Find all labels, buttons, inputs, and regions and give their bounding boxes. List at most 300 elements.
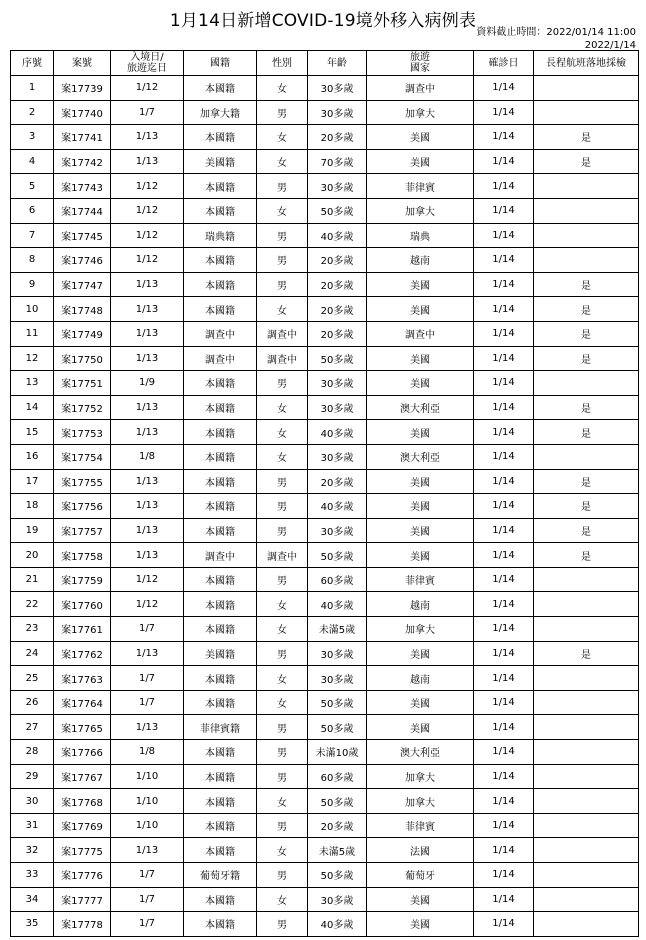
cell-case: 案17766 bbox=[54, 740, 111, 765]
cell-sex: 男 bbox=[257, 740, 308, 765]
cell-confirm-date: 1/14 bbox=[474, 617, 534, 642]
report-date: 2022/1/14 bbox=[584, 40, 636, 51]
cell-sex: 男 bbox=[257, 272, 308, 297]
cell-travel-country: 美國 bbox=[367, 715, 474, 740]
cell-flight-test: 是 bbox=[534, 469, 639, 494]
cell-age: 70多歲 bbox=[308, 149, 367, 174]
cell-flight-test bbox=[534, 248, 639, 273]
cell-sex: 男 bbox=[257, 371, 308, 396]
cell-flight-test bbox=[534, 740, 639, 765]
cell-nationality: 葡萄牙籍 bbox=[184, 863, 257, 888]
cell-sex: 男 bbox=[257, 100, 308, 125]
header-sex: 性別 bbox=[257, 51, 308, 76]
cell-age: 60多歲 bbox=[308, 764, 367, 789]
cell-no: 22 bbox=[11, 592, 54, 617]
cell-flight-test: 是 bbox=[534, 641, 639, 666]
cell-travel-country: 菲律賓 bbox=[367, 174, 474, 199]
cell-case: 案17750 bbox=[54, 346, 111, 371]
cell-no: 12 bbox=[11, 346, 54, 371]
cell-flight-test: 是 bbox=[534, 297, 639, 322]
cell-age: 50多歲 bbox=[308, 863, 367, 888]
table-row bbox=[11, 198, 639, 223]
cell-age: 30多歲 bbox=[308, 666, 367, 691]
cell-entry-date: 1/10 bbox=[111, 789, 184, 814]
cell-flight-test bbox=[534, 838, 639, 863]
cell-entry-date: 1/8 bbox=[111, 740, 184, 765]
cell-no: 21 bbox=[11, 567, 54, 592]
cell-flight-test: 是 bbox=[534, 395, 639, 420]
table-row bbox=[11, 395, 639, 420]
cell-no: 2 bbox=[11, 100, 54, 125]
header-no: 序號 bbox=[11, 51, 54, 76]
cell-confirm-date: 1/14 bbox=[474, 838, 534, 863]
cell-flight-test bbox=[534, 198, 639, 223]
header-travel-line2: 國家 bbox=[410, 63, 430, 74]
cell-sex: 男 bbox=[257, 248, 308, 273]
table-row bbox=[11, 887, 639, 912]
cell-travel-country: 加拿大 bbox=[367, 789, 474, 814]
cell-sex: 男 bbox=[257, 469, 308, 494]
cell-nationality: 美國籍 bbox=[184, 149, 257, 174]
cell-sex: 女 bbox=[257, 666, 308, 691]
table-row bbox=[11, 346, 639, 371]
cell-nationality: 本國籍 bbox=[184, 518, 257, 543]
cell-entry-date: 1/13 bbox=[111, 494, 184, 519]
table-row bbox=[11, 715, 639, 740]
cell-nationality: 本國籍 bbox=[184, 690, 257, 715]
cell-entry-date: 1/10 bbox=[111, 813, 184, 838]
cell-flight-test: 是 bbox=[534, 125, 639, 150]
cell-entry-date: 1/12 bbox=[111, 592, 184, 617]
cell-confirm-date: 1/14 bbox=[474, 420, 534, 445]
cell-nationality: 調查中 bbox=[184, 543, 257, 568]
table-body bbox=[11, 76, 639, 937]
cell-sex: 女 bbox=[257, 444, 308, 469]
cell-confirm-date: 1/14 bbox=[474, 764, 534, 789]
cell-confirm-date: 1/14 bbox=[474, 690, 534, 715]
cell-age: 30多歲 bbox=[308, 395, 367, 420]
cell-case: 案17756 bbox=[54, 494, 111, 519]
cell-no: 3 bbox=[11, 125, 54, 150]
cell-no: 7 bbox=[11, 223, 54, 248]
cell-travel-country: 美國 bbox=[367, 518, 474, 543]
cell-sex: 男 bbox=[257, 494, 308, 519]
table-row bbox=[11, 592, 639, 617]
cell-entry-date: 1/8 bbox=[111, 444, 184, 469]
table-row bbox=[11, 740, 639, 765]
cell-age: 30多歲 bbox=[308, 887, 367, 912]
cell-age: 60多歲 bbox=[308, 567, 367, 592]
cell-sex: 女 bbox=[257, 690, 308, 715]
cell-nationality: 本國籍 bbox=[184, 420, 257, 445]
cell-nationality: 調查中 bbox=[184, 321, 257, 346]
cell-case: 案17757 bbox=[54, 518, 111, 543]
cell-case: 案17740 bbox=[54, 100, 111, 125]
table-row bbox=[11, 469, 639, 494]
cell-flight-test: 是 bbox=[534, 272, 639, 297]
cell-case: 案17741 bbox=[54, 125, 111, 150]
cell-entry-date: 1/13 bbox=[111, 125, 184, 150]
table-row bbox=[11, 444, 639, 469]
cell-entry-date: 1/12 bbox=[111, 248, 184, 273]
cell-travel-country: 加拿大 bbox=[367, 764, 474, 789]
cell-travel-country: 澳大利亞 bbox=[367, 395, 474, 420]
cell-no: 5 bbox=[11, 174, 54, 199]
cell-age: 30多歲 bbox=[308, 371, 367, 396]
cell-entry-date: 1/13 bbox=[111, 321, 184, 346]
cell-flight-test: 是 bbox=[534, 543, 639, 568]
cell-flight-test bbox=[534, 371, 639, 396]
cell-entry-date: 1/13 bbox=[111, 395, 184, 420]
cell-nationality: 本國籍 bbox=[184, 838, 257, 863]
cell-travel-country: 美國 bbox=[367, 912, 474, 937]
cell-case: 案17759 bbox=[54, 567, 111, 592]
cell-confirm-date: 1/14 bbox=[474, 912, 534, 937]
cell-no: 26 bbox=[11, 690, 54, 715]
cell-sex: 女 bbox=[257, 297, 308, 322]
cell-case: 案17752 bbox=[54, 395, 111, 420]
cell-travel-country: 越南 bbox=[367, 666, 474, 691]
cell-entry-date: 1/13 bbox=[111, 715, 184, 740]
case-table bbox=[10, 50, 639, 937]
cell-travel-country: 加拿大 bbox=[367, 617, 474, 642]
cell-case: 案17742 bbox=[54, 149, 111, 174]
cell-no: 17 bbox=[11, 469, 54, 494]
cell-age: 50多歲 bbox=[308, 690, 367, 715]
table-row bbox=[11, 690, 639, 715]
cell-nationality: 本國籍 bbox=[184, 125, 257, 150]
cell-sex: 調查中 bbox=[257, 543, 308, 568]
cell-confirm-date: 1/14 bbox=[474, 223, 534, 248]
cell-nationality: 本國籍 bbox=[184, 198, 257, 223]
cell-age: 未滿10歲 bbox=[308, 740, 367, 765]
table-row bbox=[11, 666, 639, 691]
cell-no: 30 bbox=[11, 789, 54, 814]
cell-nationality: 調查中 bbox=[184, 346, 257, 371]
cell-confirm-date: 1/14 bbox=[474, 444, 534, 469]
table-row bbox=[11, 813, 639, 838]
cell-flight-test bbox=[534, 567, 639, 592]
cell-no: 10 bbox=[11, 297, 54, 322]
table-row bbox=[11, 223, 639, 248]
cell-entry-date: 1/12 bbox=[111, 76, 184, 101]
cell-nationality: 本國籍 bbox=[184, 764, 257, 789]
cell-entry-date: 1/7 bbox=[111, 617, 184, 642]
cell-sex: 女 bbox=[257, 420, 308, 445]
table-row bbox=[11, 321, 639, 346]
cell-sex: 女 bbox=[257, 887, 308, 912]
cell-entry-date: 1/12 bbox=[111, 174, 184, 199]
cell-sex: 男 bbox=[257, 912, 308, 937]
cell-entry-date: 1/10 bbox=[111, 764, 184, 789]
cell-travel-country: 美國 bbox=[367, 346, 474, 371]
cell-nationality: 本國籍 bbox=[184, 395, 257, 420]
cell-no: 16 bbox=[11, 444, 54, 469]
cell-sex: 調查中 bbox=[257, 346, 308, 371]
cell-sex: 男 bbox=[257, 764, 308, 789]
cell-entry-date: 1/12 bbox=[111, 223, 184, 248]
cell-nationality: 本國籍 bbox=[184, 494, 257, 519]
cell-entry-date: 1/13 bbox=[111, 469, 184, 494]
cell-age: 50多歲 bbox=[308, 543, 367, 568]
cell-flight-test: 是 bbox=[534, 346, 639, 371]
cell-no: 13 bbox=[11, 371, 54, 396]
cell-entry-date: 1/12 bbox=[111, 198, 184, 223]
cell-case: 案17748 bbox=[54, 297, 111, 322]
cell-entry-date: 1/13 bbox=[111, 272, 184, 297]
cell-sex: 男 bbox=[257, 223, 308, 248]
cell-entry-date: 1/9 bbox=[111, 371, 184, 396]
cell-travel-country: 瑞典 bbox=[367, 223, 474, 248]
cell-nationality: 菲律賓籍 bbox=[184, 715, 257, 740]
cell-confirm-date: 1/14 bbox=[474, 543, 534, 568]
cell-entry-date: 1/7 bbox=[111, 100, 184, 125]
cell-travel-country: 越南 bbox=[367, 248, 474, 273]
cell-confirm-date: 1/14 bbox=[474, 863, 534, 888]
table-row bbox=[11, 617, 639, 642]
page-title: 1月14日新增COVID-19境外移入病例表 bbox=[169, 11, 477, 31]
cell-sex: 女 bbox=[257, 198, 308, 223]
cell-sex: 男 bbox=[257, 518, 308, 543]
cell-age: 30多歲 bbox=[308, 100, 367, 125]
cell-no: 19 bbox=[11, 518, 54, 543]
cell-entry-date: 1/13 bbox=[111, 297, 184, 322]
cell-case: 案17749 bbox=[54, 321, 111, 346]
cell-sex: 女 bbox=[257, 125, 308, 150]
cell-travel-country: 調查中 bbox=[367, 76, 474, 101]
table-row bbox=[11, 863, 639, 888]
cell-travel-country: 美國 bbox=[367, 543, 474, 568]
cell-flight-test: 是 bbox=[534, 420, 639, 445]
header-travel-country bbox=[367, 51, 474, 76]
cell-flight-test bbox=[534, 100, 639, 125]
cell-confirm-date: 1/14 bbox=[474, 248, 534, 273]
cell-case: 案17761 bbox=[54, 617, 111, 642]
cell-confirm-date: 1/14 bbox=[474, 272, 534, 297]
cell-confirm-date: 1/14 bbox=[474, 494, 534, 519]
cell-confirm-date: 1/14 bbox=[474, 641, 534, 666]
cell-case: 案17758 bbox=[54, 543, 111, 568]
cell-case: 案17762 bbox=[54, 641, 111, 666]
cell-flight-test bbox=[534, 813, 639, 838]
cell-flight-test bbox=[534, 444, 639, 469]
cell-age: 20多歲 bbox=[308, 248, 367, 273]
cell-age: 20多歲 bbox=[308, 272, 367, 297]
cell-age: 20多歲 bbox=[308, 125, 367, 150]
cell-entry-date: 1/7 bbox=[111, 912, 184, 937]
cell-entry-date: 1/7 bbox=[111, 690, 184, 715]
cell-no: 18 bbox=[11, 494, 54, 519]
cell-nationality: 本國籍 bbox=[184, 567, 257, 592]
cell-flight-test bbox=[534, 666, 639, 691]
cell-entry-date: 1/7 bbox=[111, 863, 184, 888]
cell-travel-country: 菲律賓 bbox=[367, 567, 474, 592]
cell-no: 6 bbox=[11, 198, 54, 223]
cell-travel-country: 菲律賓 bbox=[367, 813, 474, 838]
cell-case: 案17743 bbox=[54, 174, 111, 199]
cell-age: 30多歲 bbox=[308, 641, 367, 666]
cell-no: 29 bbox=[11, 764, 54, 789]
header-age: 年齡 bbox=[308, 51, 367, 76]
cell-age: 50多歲 bbox=[308, 789, 367, 814]
cell-nationality: 本國籍 bbox=[184, 469, 257, 494]
cell-case: 案17776 bbox=[54, 863, 111, 888]
cell-entry-date: 1/13 bbox=[111, 518, 184, 543]
cell-no: 32 bbox=[11, 838, 54, 863]
cell-entry-date: 1/13 bbox=[111, 641, 184, 666]
cell-entry-date: 1/13 bbox=[111, 346, 184, 371]
cell-sex: 男 bbox=[257, 641, 308, 666]
cell-sex: 女 bbox=[257, 617, 308, 642]
cell-travel-country: 美國 bbox=[367, 887, 474, 912]
cell-sex: 女 bbox=[257, 592, 308, 617]
cell-nationality: 本國籍 bbox=[184, 174, 257, 199]
cell-nationality: 本國籍 bbox=[184, 444, 257, 469]
cell-age: 30多歲 bbox=[308, 174, 367, 199]
cell-age: 40多歲 bbox=[308, 912, 367, 937]
cell-sex: 男 bbox=[257, 863, 308, 888]
cell-case: 案17760 bbox=[54, 592, 111, 617]
cell-no: 23 bbox=[11, 617, 54, 642]
cell-age: 30多歲 bbox=[308, 76, 367, 101]
cell-case: 案17754 bbox=[54, 444, 111, 469]
cell-nationality: 本國籍 bbox=[184, 76, 257, 101]
cell-flight-test bbox=[534, 592, 639, 617]
cell-sex: 女 bbox=[257, 76, 308, 101]
cell-entry-date: 1/13 bbox=[111, 543, 184, 568]
header-nationality: 國籍 bbox=[184, 51, 257, 76]
cell-confirm-date: 1/14 bbox=[474, 371, 534, 396]
cell-age: 30多歲 bbox=[308, 444, 367, 469]
cell-flight-test bbox=[534, 715, 639, 740]
cell-nationality: 本國籍 bbox=[184, 813, 257, 838]
table-row bbox=[11, 371, 639, 396]
cell-confirm-date: 1/14 bbox=[474, 469, 534, 494]
header-entry-line2: 旅遊迄日 bbox=[127, 63, 167, 74]
cell-no: 25 bbox=[11, 666, 54, 691]
table-row bbox=[11, 764, 639, 789]
cell-confirm-date: 1/14 bbox=[474, 666, 534, 691]
cell-entry-date: 1/12 bbox=[111, 567, 184, 592]
table-row bbox=[11, 641, 639, 666]
cell-confirm-date: 1/14 bbox=[474, 395, 534, 420]
table-row bbox=[11, 100, 639, 125]
cell-flight-test bbox=[534, 789, 639, 814]
cell-entry-date: 1/13 bbox=[111, 149, 184, 174]
cell-confirm-date: 1/14 bbox=[474, 887, 534, 912]
cell-sex: 調查中 bbox=[257, 321, 308, 346]
cell-travel-country: 美國 bbox=[367, 371, 474, 396]
report-meta bbox=[476, 26, 636, 52]
cell-entry-date: 1/7 bbox=[111, 666, 184, 691]
table-row bbox=[11, 420, 639, 445]
cell-case: 案17767 bbox=[54, 764, 111, 789]
cell-travel-country: 越南 bbox=[367, 592, 474, 617]
cell-case: 案17768 bbox=[54, 789, 111, 814]
cell-age: 20多歲 bbox=[308, 469, 367, 494]
cell-sex: 女 bbox=[257, 789, 308, 814]
cell-no: 34 bbox=[11, 887, 54, 912]
cell-case: 案17777 bbox=[54, 887, 111, 912]
header-case: 案號 bbox=[54, 51, 111, 76]
cell-case: 案17746 bbox=[54, 248, 111, 273]
table-row bbox=[11, 567, 639, 592]
table-row bbox=[11, 174, 639, 199]
cell-age: 50多歲 bbox=[308, 346, 367, 371]
cell-travel-country: 加拿大 bbox=[367, 198, 474, 223]
cell-nationality: 瑞典籍 bbox=[184, 223, 257, 248]
table-row bbox=[11, 494, 639, 519]
cell-no: 28 bbox=[11, 740, 54, 765]
cell-nationality: 本國籍 bbox=[184, 912, 257, 937]
table-row bbox=[11, 297, 639, 322]
cell-case: 案17769 bbox=[54, 813, 111, 838]
cell-age: 20多歲 bbox=[308, 297, 367, 322]
cell-confirm-date: 1/14 bbox=[474, 740, 534, 765]
cell-travel-country: 美國 bbox=[367, 149, 474, 174]
cell-nationality: 本國籍 bbox=[184, 666, 257, 691]
cell-travel-country: 美國 bbox=[367, 272, 474, 297]
cell-nationality: 本國籍 bbox=[184, 592, 257, 617]
cell-flight-test bbox=[534, 223, 639, 248]
table-header-row bbox=[11, 51, 639, 76]
header-flight-test: 長程航班落地採檢 bbox=[534, 51, 639, 76]
cell-no: 15 bbox=[11, 420, 54, 445]
cell-sex: 男 bbox=[257, 174, 308, 199]
cell-sex: 男 bbox=[257, 813, 308, 838]
cell-sex: 男 bbox=[257, 567, 308, 592]
cell-case: 案17745 bbox=[54, 223, 111, 248]
table-row bbox=[11, 543, 639, 568]
cell-confirm-date: 1/14 bbox=[474, 518, 534, 543]
header-travel-line1: 旅遊 bbox=[410, 52, 430, 63]
cell-no: 27 bbox=[11, 715, 54, 740]
cell-no: 11 bbox=[11, 321, 54, 346]
cell-age: 40多歲 bbox=[308, 592, 367, 617]
header-entry-line1: 入境日/ bbox=[130, 52, 164, 63]
cell-travel-country: 調查中 bbox=[367, 321, 474, 346]
cell-sex: 男 bbox=[257, 715, 308, 740]
cell-confirm-date: 1/14 bbox=[474, 567, 534, 592]
cell-nationality: 加拿大籍 bbox=[184, 100, 257, 125]
cell-age: 30多歲 bbox=[308, 518, 367, 543]
cell-nationality: 本國籍 bbox=[184, 371, 257, 396]
cell-case: 案17778 bbox=[54, 912, 111, 937]
cell-nationality: 本國籍 bbox=[184, 887, 257, 912]
cell-flight-test bbox=[534, 912, 639, 937]
cell-sex: 女 bbox=[257, 395, 308, 420]
cell-confirm-date: 1/14 bbox=[474, 297, 534, 322]
cell-age: 50多歲 bbox=[308, 198, 367, 223]
cell-age: 20多歲 bbox=[308, 321, 367, 346]
cell-travel-country: 葡萄牙 bbox=[367, 863, 474, 888]
cell-age: 40多歲 bbox=[308, 420, 367, 445]
cell-confirm-date: 1/14 bbox=[474, 76, 534, 101]
cell-sex: 女 bbox=[257, 838, 308, 863]
cell-confirm-date: 1/14 bbox=[474, 592, 534, 617]
cell-nationality: 本國籍 bbox=[184, 740, 257, 765]
cell-age: 50多歲 bbox=[308, 715, 367, 740]
table-row bbox=[11, 125, 639, 150]
cell-flight-test: 是 bbox=[534, 518, 639, 543]
table-row bbox=[11, 149, 639, 174]
cell-case: 案17747 bbox=[54, 272, 111, 297]
cell-flight-test bbox=[534, 764, 639, 789]
cell-nationality: 本國籍 bbox=[184, 248, 257, 273]
cell-travel-country: 美國 bbox=[367, 469, 474, 494]
cell-no: 24 bbox=[11, 641, 54, 666]
table-row bbox=[11, 789, 639, 814]
